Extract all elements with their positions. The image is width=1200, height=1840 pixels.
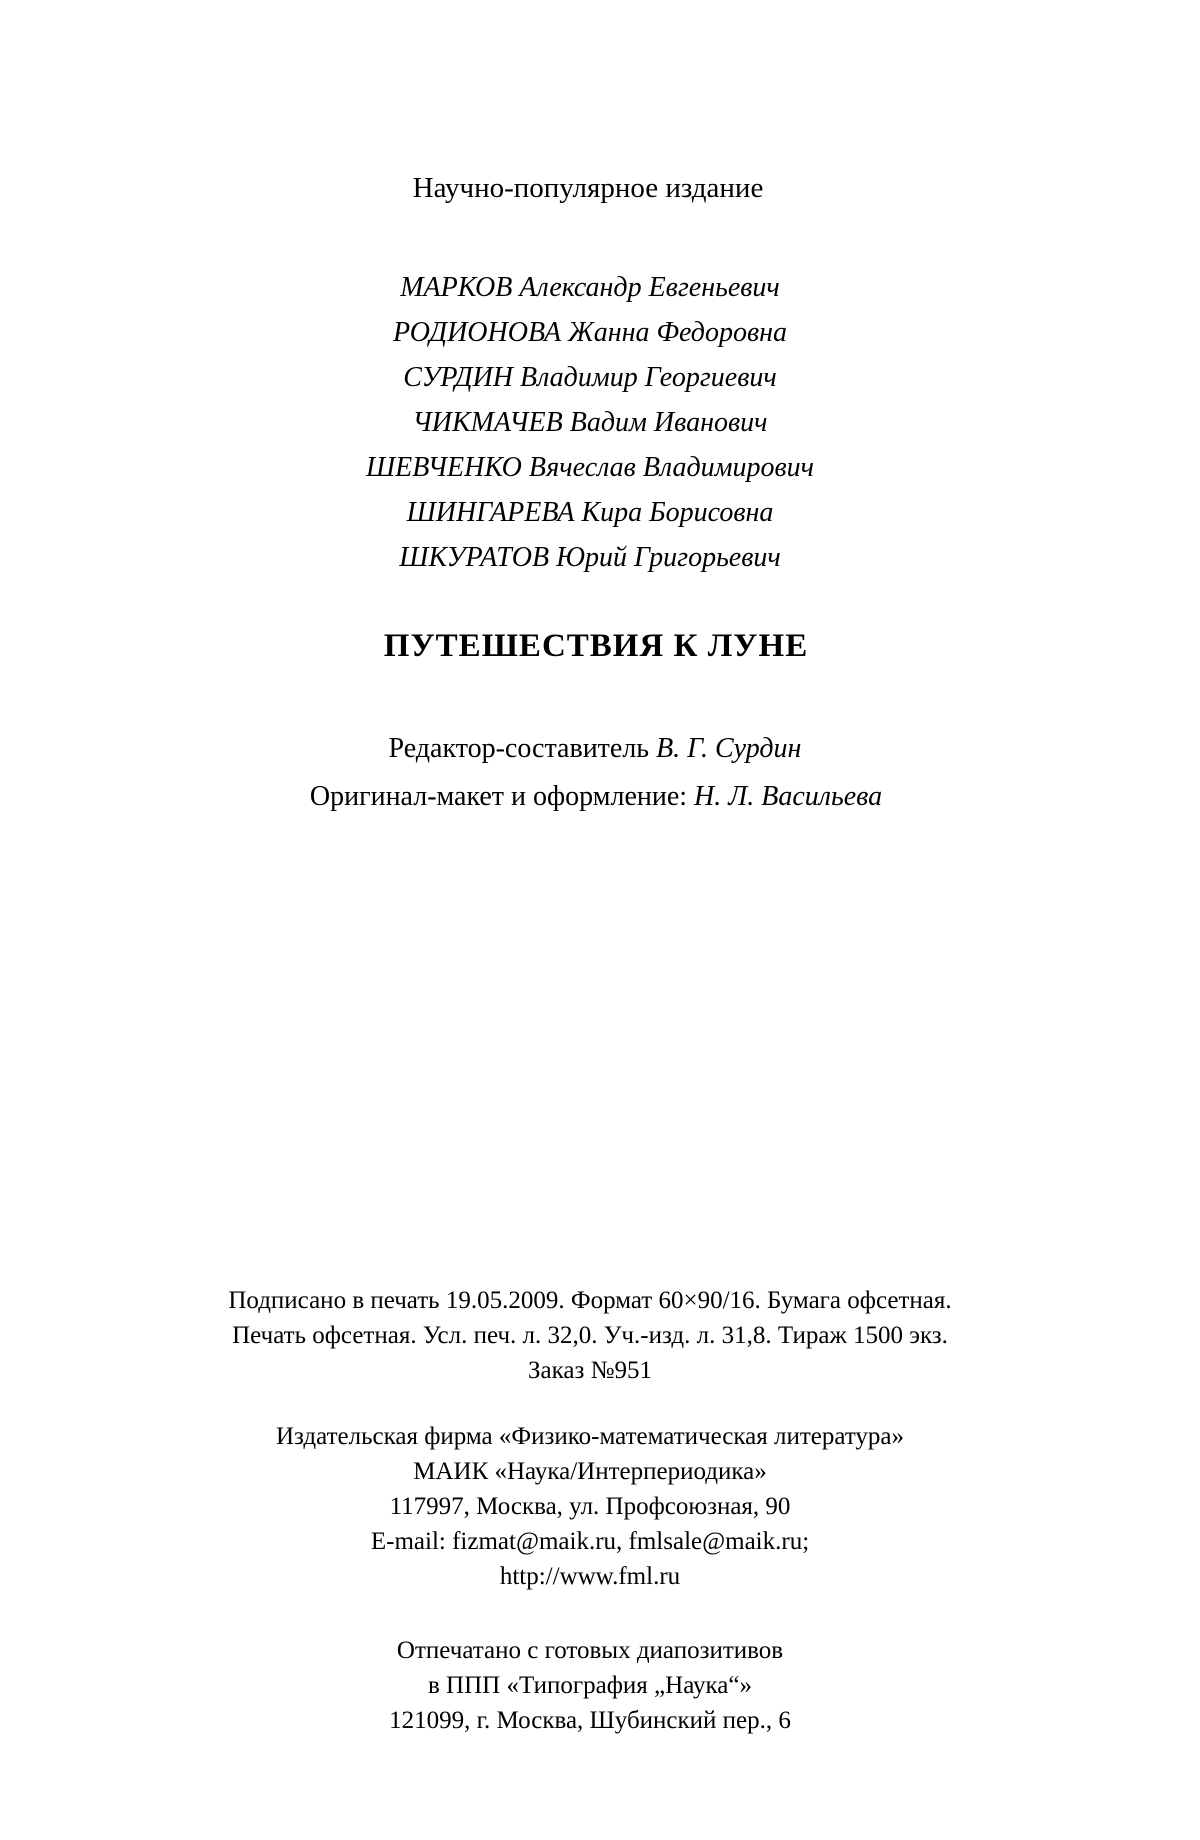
- editor-label: Редактор-составитель: [388, 733, 657, 764]
- editor-credit: [0, 733, 1195, 765]
- publisher-email: E-mail: fizmat@maik.ru, fmlsale@maik.ru;: [370, 1528, 810, 1555]
- author-name: ШКУРАТОВ Юрий Григорьевич: [399, 542, 781, 573]
- printer-name: в ППП «Типография „Наука“»: [428, 1672, 752, 1699]
- layout-designer-name: Н. Л. Васильева: [694, 781, 883, 812]
- printer-info: [0, 1633, 1190, 1738]
- layout-credit: [0, 781, 1196, 813]
- author-name: РОДИОНОВА Жанна Федоровна: [393, 317, 787, 348]
- publisher-imprint: МАИК «Наука/Интерпериодика»: [413, 1458, 767, 1485]
- author-name: ЧИКМАЧЕВ Вадим Иванович: [412, 407, 768, 438]
- editor-name: В. Г. Сурдин: [656, 733, 802, 764]
- author-name: ШИНГАРЕВА Кира Борисовна: [406, 497, 774, 528]
- publication-type: Научно-популярное издание: [412, 172, 764, 204]
- publisher-info: [0, 1419, 1190, 1594]
- publisher-name: Издательская фирма «Физико-математическая литература»: [275, 1423, 905, 1450]
- author-list: [0, 265, 1190, 580]
- publisher-address: 117997, Москва, ул. Профсоюзная, 90: [389, 1493, 791, 1520]
- book-title: ПУТЕШЕСТВИЯ К ЛУНЕ: [383, 628, 809, 664]
- layout-label: Оригинал-макет и оформление:: [309, 781, 695, 812]
- publisher-website: http://www.fml.ru: [499, 1563, 681, 1590]
- author-name: СУРДИН Владимир Георгиевич: [403, 362, 777, 393]
- printer-address: 121099, г. Москва, Шубинский пер., 6: [389, 1707, 791, 1734]
- print-details-line: Подписано в печать 19.05.2009. Формат 60×90/16. Бумага офсетная.: [228, 1287, 952, 1314]
- order-number: Заказ №951: [528, 1357, 652, 1384]
- author-name: МАРКОВ Александр Евгеньевич: [400, 272, 780, 303]
- print-details: [0, 1283, 1190, 1388]
- printer-line: Отпечатано с готовых диапозитивов: [396, 1637, 784, 1664]
- print-details-line: Печать офсетная. Усл. печ. л. 32,0. Уч.-изд. л. 31,8. Тираж 1500 экз.: [232, 1322, 948, 1349]
- author-name: ШЕВЧЕНКО Вячеслав Владимирович: [365, 452, 815, 483]
